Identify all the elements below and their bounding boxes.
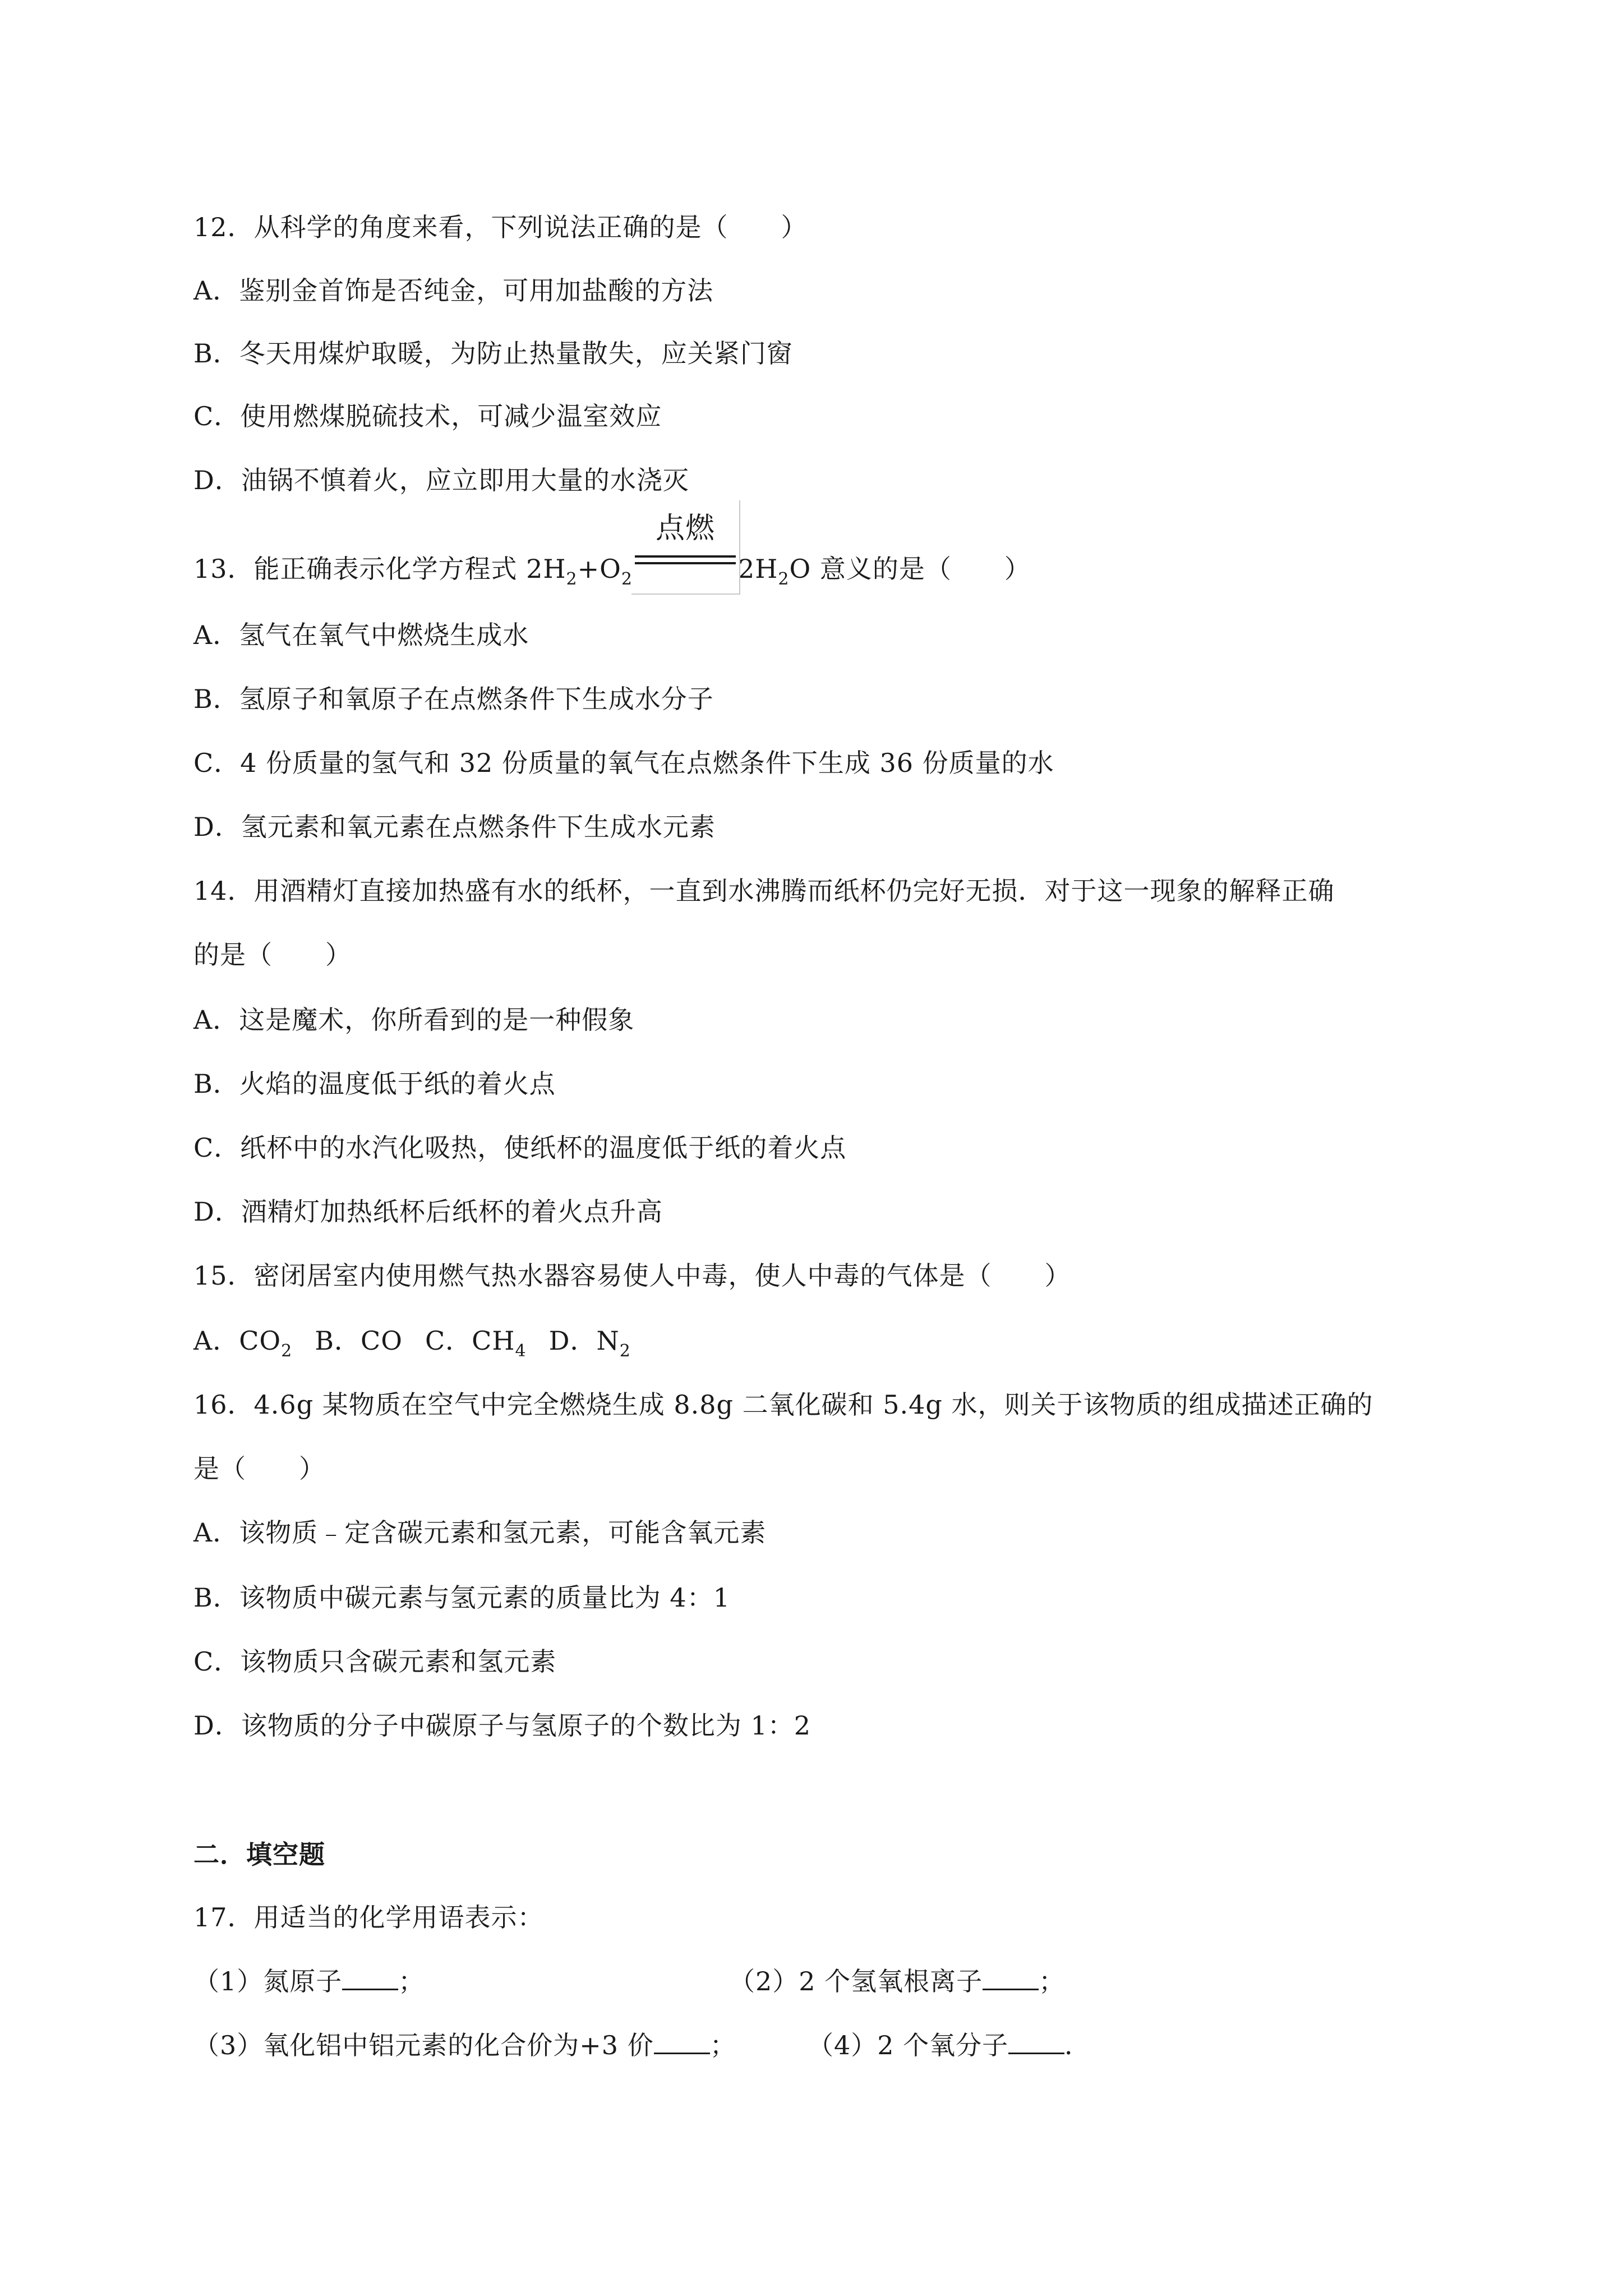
answer-blank[interactable]: [654, 2030, 710, 2054]
q14-option-c: C．纸杯中的水汽化吸热，使纸杯的温度低于纸的着火点: [193, 1133, 847, 1163]
q15-option-b: B．CO: [315, 1326, 403, 1356]
subscript: 2: [778, 569, 790, 589]
q13-stem-suffix: O 意义的是（ ）: [789, 554, 1031, 584]
q13-option-d: D．氢元素和氧元素在点燃条件下生成水元素: [193, 812, 716, 842]
q17-part2: [729, 1964, 1065, 1998]
q13-plus-o: +O: [577, 554, 621, 584]
q12-option-c: C．使用燃煤脱硫技术，可减少温室效应: [193, 401, 662, 431]
subscript: 2: [566, 569, 578, 589]
q13-stem-prefix: 13．能正确表示化学方程式 2H: [193, 554, 566, 584]
q17-part2-label: （2）2 个氢氧根离子: [729, 1966, 983, 1996]
q15-option-d: [548, 1326, 631, 1361]
q15-option-a-text: A．CO: [193, 1326, 282, 1356]
q15-options: [193, 1324, 631, 1361]
q17-stem: 17．用适当的化学用语表示：: [193, 1902, 544, 1932]
subscript: 2: [621, 569, 633, 589]
q12-option-b: B．冬天用煤炉取暖，为防止热量散失，应关紧门窗: [193, 338, 793, 369]
q13-stem: [193, 512, 1031, 590]
q17-part3-label: （3）氧化铝中铝元素的化合价为+3 价: [193, 2030, 654, 2060]
q12-option-a: A．鉴别金首饰是否纯金，可用加盐酸的方法: [193, 275, 714, 306]
q14-option-b: B．火焰的温度低于纸的着火点: [193, 1069, 556, 1099]
reaction-condition-arrow: [635, 512, 736, 578]
q14-stem-line2: 的是（ ）: [193, 940, 352, 970]
q16-option-d: D．该物质的分子中碳原子与氢原子的个数比为 1：2: [193, 1710, 811, 1741]
q15-stem: 15．密闭居室内使用燃气热水器容易使人中毒，使人中毒的气体是（ ）: [193, 1260, 1071, 1291]
q16-stem-line1: 16．4.6g 某物质在空气中完全燃烧生成 8.8g 二氧化碳和 5.4g 水，则关于该物质的组成描述正确的: [193, 1389, 1373, 1420]
q16-option-a: A．该物质﹣定含碳元素和氢元素，可能含氧元素: [193, 1517, 767, 1548]
q16-option-b: B．该物质中碳元素与氢元素的质量比为 4：1: [193, 1582, 730, 1613]
answer-blank[interactable]: [983, 1966, 1039, 1990]
punctuation: ；: [709, 2030, 736, 2060]
q13-option-b: B．氢原子和氧原子在点燃条件下生成水分子: [193, 684, 714, 714]
q15-option-c: [425, 1326, 527, 1361]
answer-blank[interactable]: [1008, 2030, 1064, 2054]
equal-bar-bottom: [635, 562, 736, 564]
q15-option-d-text: D．N: [548, 1326, 620, 1356]
q14-option-a: A．这是魔术，你所看到的是一种假象: [193, 1005, 635, 1035]
q12-stem: 12．从科学的角度来看，下列说法正确的是（ ）: [193, 212, 808, 242]
q13-option-a: A．氢气在氧气中燃烧生成水: [193, 620, 529, 650]
q12-option-d: D．油锅不慎着火，应立即用大量的水浇灭: [193, 465, 689, 495]
q16-stem-line2: 是（ ）: [193, 1453, 325, 1484]
q13-product: 2H: [738, 554, 778, 584]
condition-label: 点燃: [655, 512, 715, 545]
punctuation: ；: [398, 1966, 425, 1996]
equal-bar-top: [635, 555, 736, 558]
subscript: 4: [515, 1341, 527, 1361]
subscript: 2: [281, 1341, 293, 1361]
answer-blank[interactable]: [342, 1966, 398, 1990]
subscript: 2: [619, 1341, 631, 1361]
q17-part1: [193, 1964, 425, 1998]
q17-part4-label: （4）2 个氧分子: [808, 2030, 1009, 2060]
q17-part3: [193, 2028, 736, 2062]
q14-stem-line1: 14．用酒精灯直接加热盛有水的纸杯，一直到水沸腾而纸杯仍完好无损．对于这一现象的解释正确: [193, 876, 1335, 906]
punctuation: ；: [1039, 1966, 1066, 1996]
q17-part1-label: （1）氮原子: [193, 1966, 343, 1996]
q17-part4: [808, 2028, 1091, 2062]
punctuation: ．: [1064, 2030, 1091, 2060]
q13-option-c: C．4 份质量的氢气和 32 份质量的氧气在点燃条件下生成 36 份质量的水: [193, 748, 1054, 778]
section-title: 二．填空题: [193, 1839, 325, 1870]
q16-option-c: C．该物质只含碳元素和氢元素: [193, 1646, 557, 1677]
q15-option-a: [193, 1326, 293, 1361]
q15-option-c-text: C．CH: [425, 1326, 515, 1356]
q14-option-d: D．酒精灯加热纸杯后纸杯的着火点升高: [193, 1197, 663, 1227]
